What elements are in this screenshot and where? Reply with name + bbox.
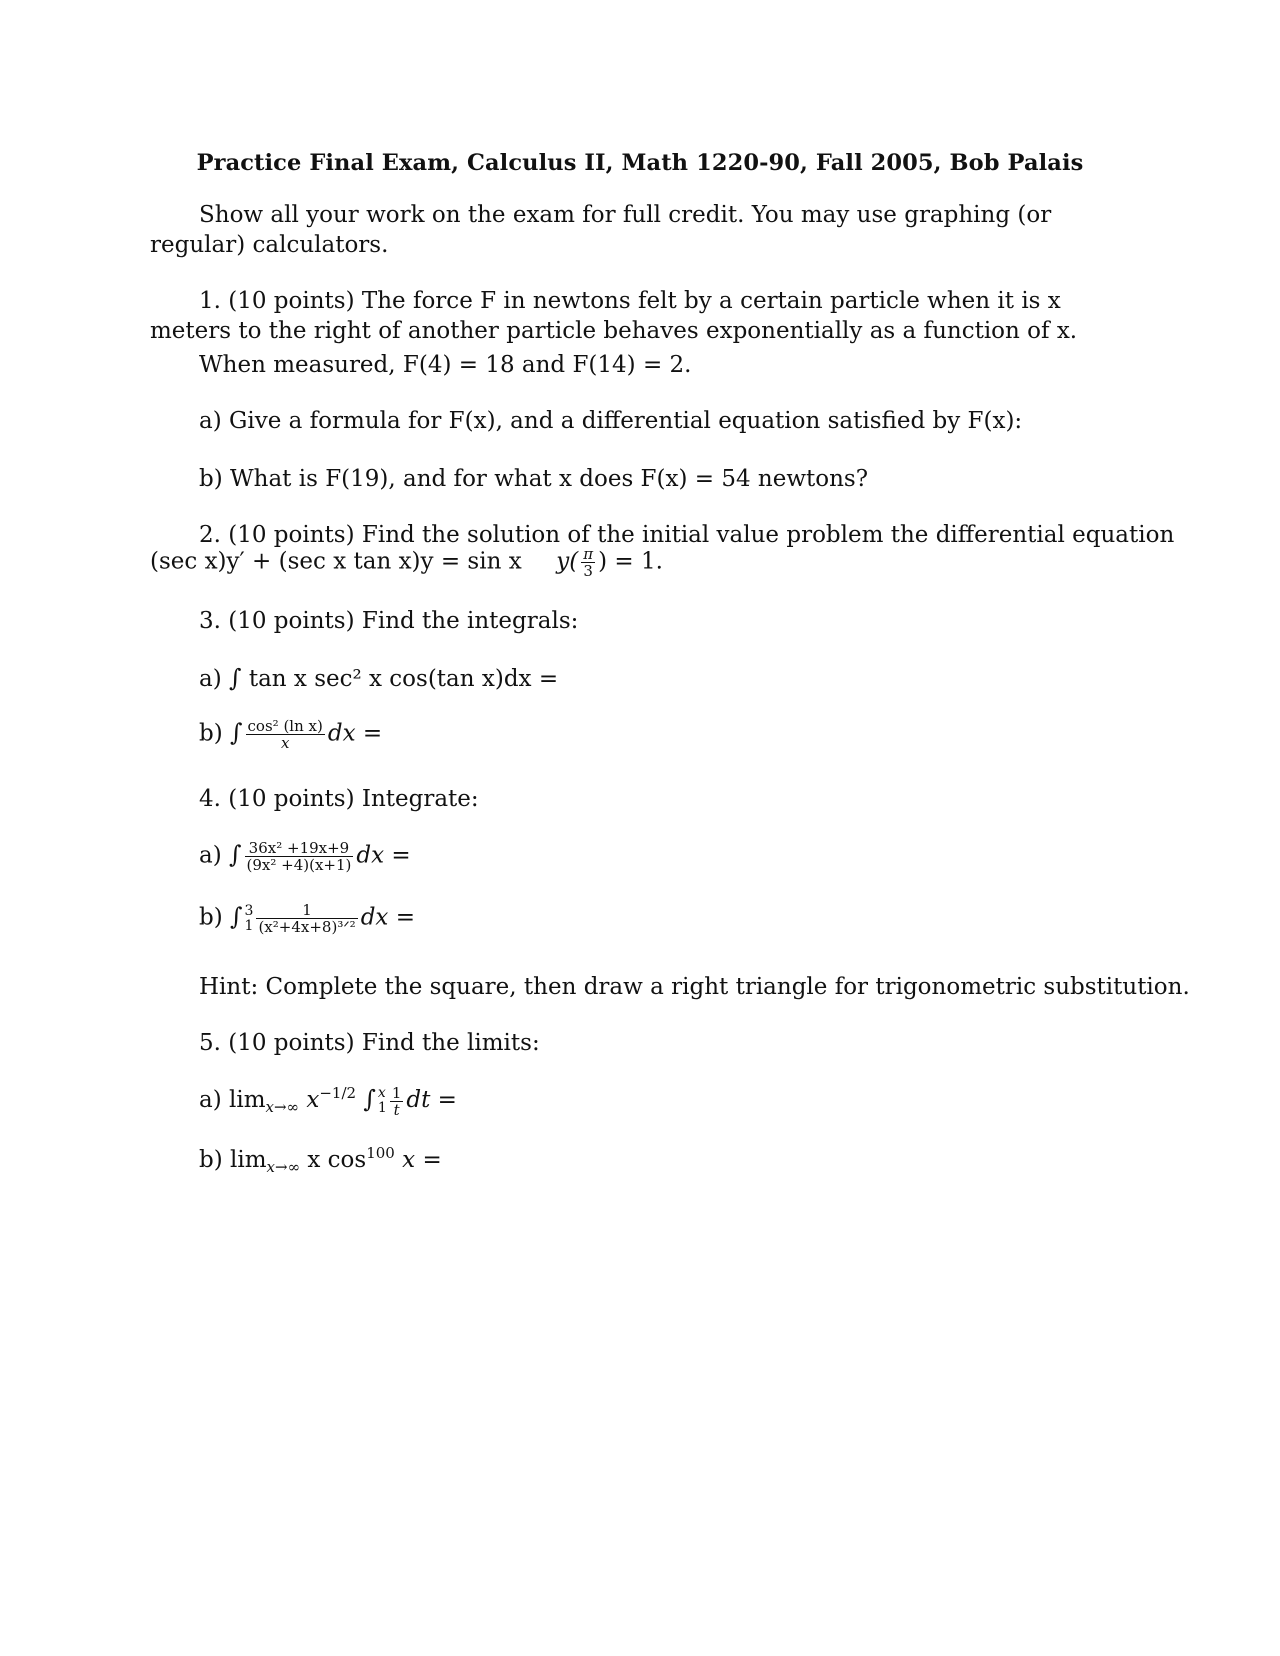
limit-exponent: −1/2 bbox=[319, 1084, 357, 1102]
integral-sign: ∫ bbox=[229, 840, 242, 869]
fraction-denominator: 3 bbox=[581, 562, 595, 579]
problem-3-part-b-tail: dx = bbox=[327, 720, 383, 747]
problem-4-part-a-tail: dx = bbox=[356, 842, 411, 869]
upper-limit: 3 bbox=[244, 902, 254, 919]
part-label: b) bbox=[199, 904, 223, 931]
problem-5-intro: 5. (10 points) Find the limits: bbox=[199, 1030, 540, 1056]
page-title: Practice Final Exam, Calculus II, Math 1220-90, Fall 2005, Bob Palais bbox=[196, 150, 1084, 176]
fraction-numerator: 1 bbox=[302, 901, 312, 919]
integral-sign: ∫ bbox=[229, 664, 242, 692]
integral-limits bbox=[378, 1086, 387, 1116]
limit-exponent: 100 bbox=[366, 1144, 395, 1162]
problem-1-part-b: b) What is F(19), and for what x does F(x) = 54 newtons? bbox=[199, 466, 869, 492]
fraction-denominator: (9x² +4)(x+1) bbox=[246, 856, 352, 874]
integral-sign: ∫ bbox=[230, 902, 243, 931]
problem-3-part-a bbox=[199, 664, 558, 692]
fraction-numerator: π bbox=[583, 545, 594, 563]
problem-4-part-b-tail: dx = bbox=[360, 904, 415, 931]
fraction-denominator: (x²+4x+8)³ᐟ² bbox=[258, 918, 356, 936]
problem-4-hint: Hint: Complete the square, then draw a right triangle for trigonometric substitution. bbox=[199, 974, 1190, 1000]
problem-2-equation-line bbox=[150, 546, 663, 579]
problem-3-part-b-fraction bbox=[246, 718, 325, 751]
upper-limit: x bbox=[377, 1085, 386, 1101]
limit-operator: lim bbox=[230, 1147, 267, 1173]
problem-3-intro: 3. (10 points) Find the integrals: bbox=[199, 608, 579, 634]
limit-operator: lim bbox=[229, 1087, 266, 1113]
integral-sign: ∫ bbox=[230, 718, 243, 747]
lower-limit: 1 bbox=[244, 917, 254, 934]
problem-3-part-b bbox=[199, 718, 382, 751]
part-label: a) bbox=[199, 1087, 222, 1113]
problem-2-condition-prefix: y( bbox=[556, 548, 579, 575]
problem-2-condition-suffix: ) = 1. bbox=[598, 548, 663, 575]
part-label: a) bbox=[199, 666, 222, 692]
lower-limit: 1 bbox=[377, 1100, 387, 1116]
fraction-numerator: 36x² +19x+9 bbox=[248, 839, 350, 857]
part-label: b) bbox=[199, 720, 223, 747]
limit-subscript: x→∞ bbox=[265, 1098, 300, 1116]
problem-4-part-b bbox=[199, 902, 415, 935]
problem-5-part-a-tail: dt = bbox=[406, 1087, 457, 1113]
problem-3-part-a-expr: tan x sec² x cos(tan x)dx = bbox=[248, 666, 559, 692]
integral-sign: ∫ bbox=[363, 1085, 376, 1113]
problem-1-measured: When measured, F(4) = 18 and F(14) = 2. bbox=[199, 352, 692, 378]
fraction-denominator: t bbox=[390, 1101, 404, 1118]
problem-4-intro: 4. (10 points) Integrate: bbox=[199, 786, 479, 812]
problem-1-intro: 1. (10 points) The force F in newtons felt by a certain particle when it is x meters to the right of another particle behaves exponentially as a function of x. bbox=[150, 288, 1078, 344]
problem-1-part-a: a) Give a formula for F(x), and a differential equation satisfied by F(x): bbox=[199, 408, 1023, 434]
instructions: Show all your work on the exam for full credit. You may use graphing (or regular) calculators. bbox=[150, 202, 1052, 258]
limit-subscript: x→∞ bbox=[266, 1158, 301, 1176]
part-label: a) bbox=[199, 842, 222, 869]
problem-5-part-a bbox=[199, 1084, 457, 1118]
problem-4-part-b-fraction bbox=[256, 902, 357, 935]
fraction-numerator: cos² (ln x) bbox=[247, 717, 323, 735]
problem-4-part-a-fraction bbox=[245, 840, 354, 873]
fraction-denominator: x bbox=[246, 734, 325, 751]
integral-limits bbox=[245, 904, 254, 934]
fraction-numerator: 1 bbox=[391, 1083, 402, 1102]
problem-5-part-b-tail: x = bbox=[402, 1147, 442, 1173]
problem-2-condition-fraction bbox=[581, 546, 595, 579]
limit-body: x cos bbox=[307, 1147, 367, 1173]
part-label: b) bbox=[199, 1147, 223, 1173]
problem-5-part-b bbox=[199, 1144, 442, 1176]
problem-2-equation: (sec x)y′ + (sec x tan x)y = sin x bbox=[150, 548, 522, 575]
problem-2-intro: 2. (10 points) Find the solution of the initial value problem the differential equation bbox=[199, 522, 1175, 548]
limit-body: x bbox=[306, 1087, 320, 1113]
problem-5-part-a-fraction bbox=[390, 1085, 404, 1118]
problem-4-part-a bbox=[199, 840, 411, 873]
